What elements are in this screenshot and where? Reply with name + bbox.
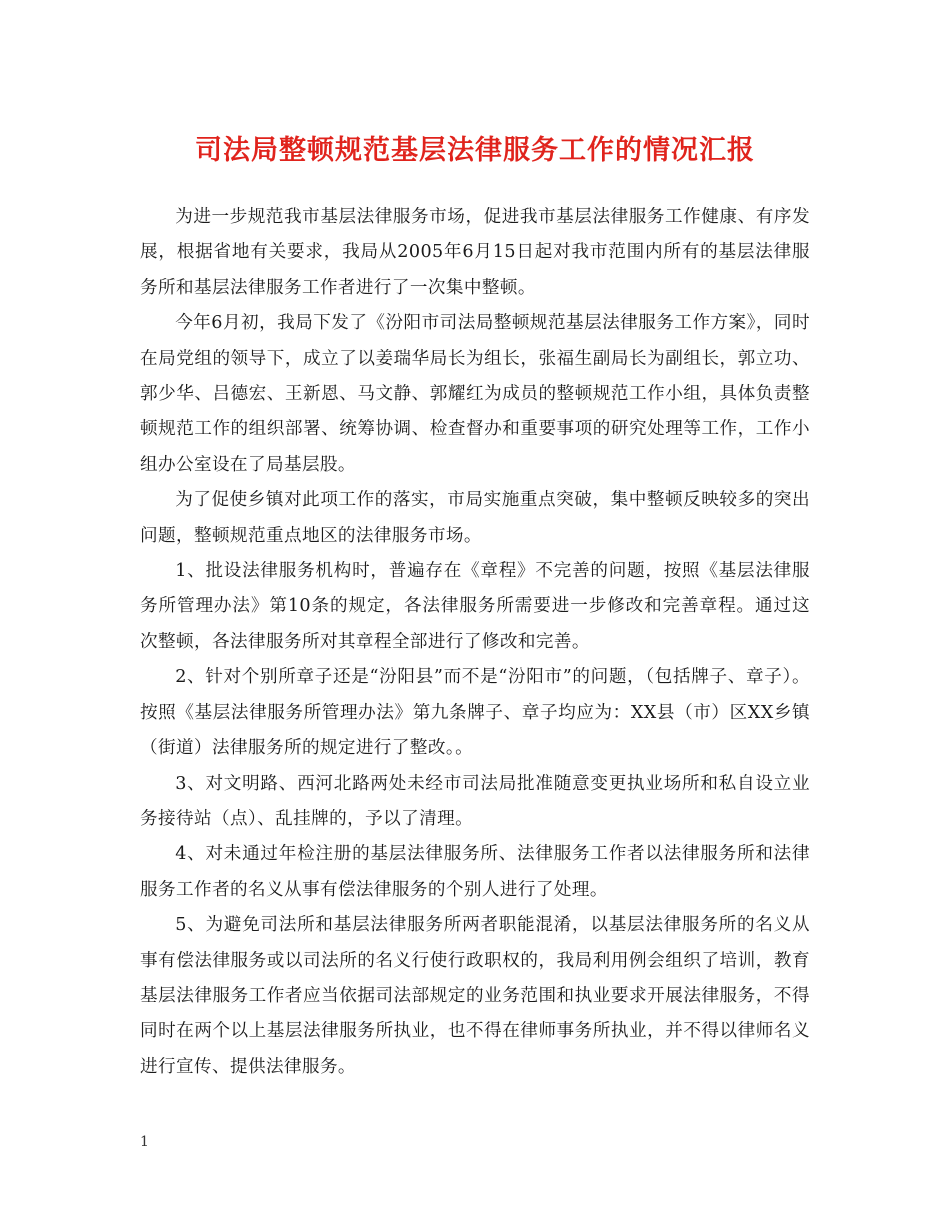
paragraph-work-group: 今年6月初，我局下发了《汾阳市司法局整顿规范基层法律服务工作方案》，同时在局党组的领导下，成立了以姜瑞华局长为组长，张福生副局长为副组长，郭立功、郭少华、吕德宏、王新恩、马文静、郭耀红为成员的整顿规范工作小组，具体负责整顿规范工作的组织部署、统筹协调、检查督办和重要事项的研究处理等工作，工作小组办公室设在了局基层股。: [140, 313, 810, 475]
paragraph-item-5: 5、为避免司法所和基层法律服务所两者职能混淆，以基层法律服务所的名义从事有偿法律服务或以司法所的名义行使行政职权的，我局利用例会组织了培训，教育基层法律服务工作者应当依据司法部规定的业务范围和执业要求开展法律服务，不得同时在两个以上基层法律服务所执业，也不得在律师事务所执业，并不得以律师名义进行宣传、提供法律服务。: [140, 915, 810, 1077]
paragraph-focus: 为了促使乡镇对此项工作的落实，市局实施重点突破，集中整顿反映较多的突出问题，整顿规范重点地区的法律服务市场。: [140, 490, 810, 546]
paragraph-item-2: 2、针对个别所章子还是“汾阳县”而不是“汾阳市”的问题，（包括牌子、章子）。按照《基层法律服务所管理办法》第九条牌子、章子均应为：XX县（市）区XX乡镇（街道）法律服务所的规定进行了整改。。: [140, 667, 810, 759]
paragraph-item-3: 3、对文明路、西河北路两处未经市司法局批准随意变更执业场所和私自设立业务接待站（点）、乱挂牌的，予以了清理。: [140, 773, 810, 829]
page-number: 1: [140, 1134, 149, 1150]
document-body: [140, 200, 810, 1085]
paragraph-item-4: 4、对未通过年检注册的基层法律服务所、法律服务工作者以法律服务所和法律服务工作者的名义从事有偿法律服务的个别人进行了处理。: [140, 844, 810, 900]
document-title: 司法局整顿规范基层法律服务工作的情况汇报: [195, 135, 755, 166]
paragraph-item-1: 1、批设法律服务机构时，普遍存在《章程》不完善的问题，按照《基层法律服务所管理办法》第10条的规定，各法律服务所需要进一步修改和完善章程。通过这次整顿，各法律服务所对其章程全部进行了修改和完善。: [140, 561, 810, 652]
paragraph-intro: 为进一步规范我市基层法律服务市场，促进我市基层法律服务工作健康、有序发展，根据省地有关要求，我局从2005年6月15日起对我市范围内所有的基层法律服务所和基层法律服务工作者进行了一次集中整顿。: [140, 207, 810, 298]
